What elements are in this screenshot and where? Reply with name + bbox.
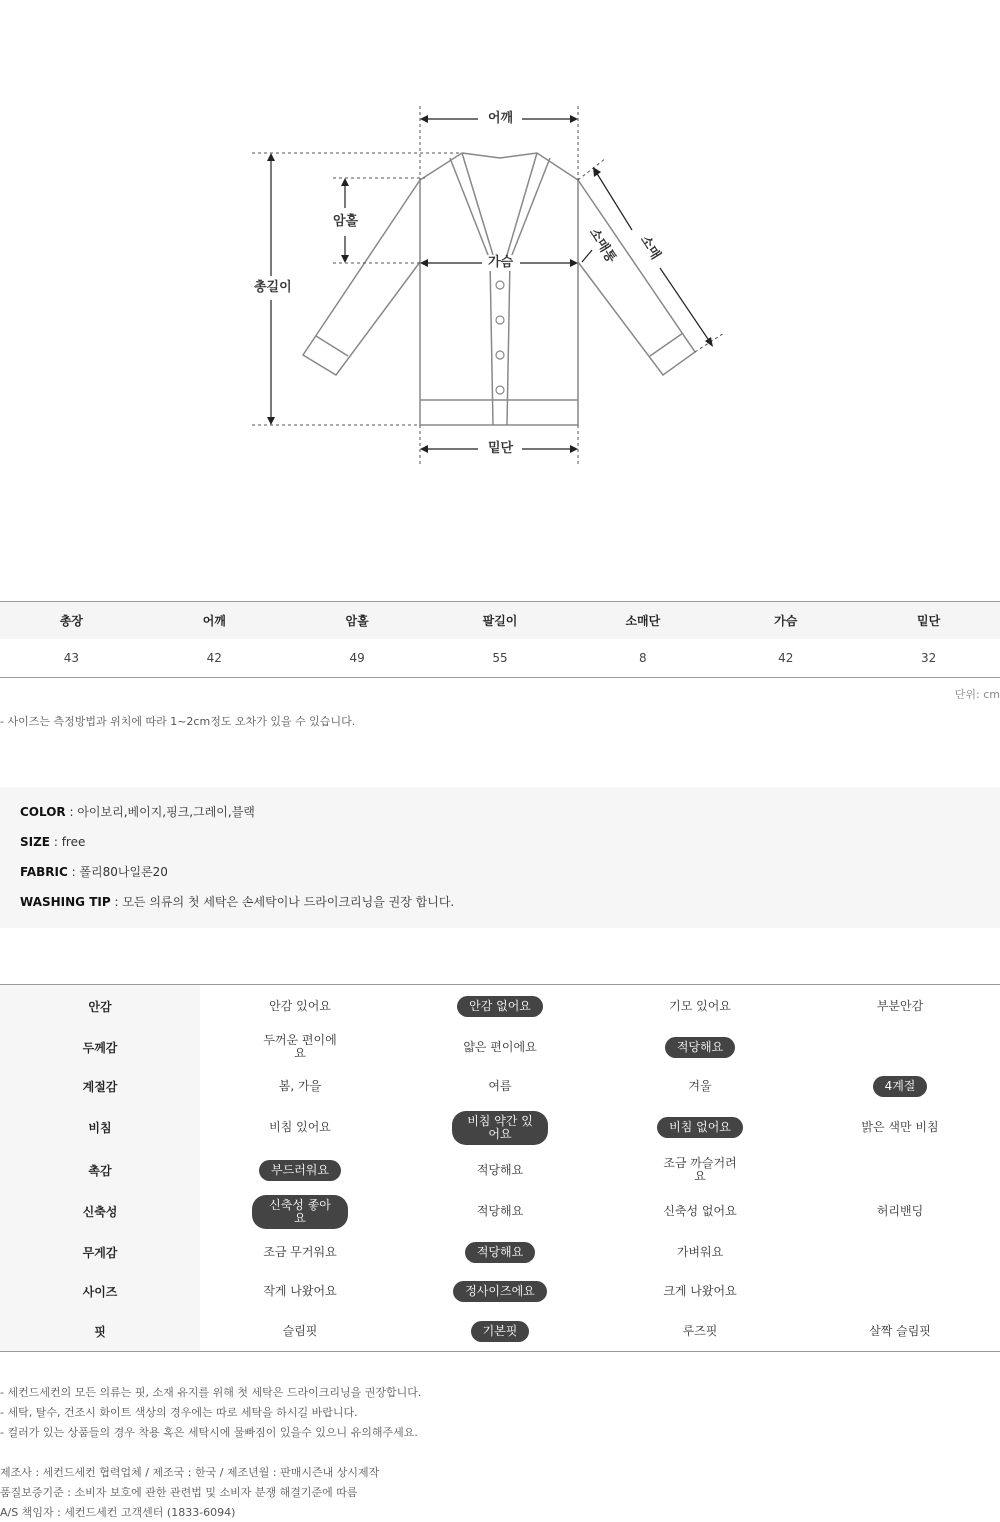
feel-row-label: 계절감: [0, 1067, 200, 1105]
feel-option: 여름: [488, 1078, 512, 1093]
feel-cell: [400, 1038, 600, 1057]
feel-option: 안감 있어요: [269, 998, 331, 1013]
feel-option: 두꺼운 편이에요: [263, 1033, 337, 1060]
feel-option: 부분안감: [876, 998, 924, 1013]
size-value-cell: 42: [778, 651, 794, 665]
size-key: SIZE: [20, 835, 51, 849]
washing-value: : 모든 의류의 첫 세탁은 손세탁이나 드라이크리닝을 권장 합니다.: [110, 895, 455, 909]
fabric-key: FABRIC: [20, 865, 68, 879]
feel-cell: [800, 1322, 1000, 1341]
feel-cell: [600, 1077, 800, 1096]
feel-cell: [200, 1322, 400, 1341]
feel-cell: [200, 1160, 400, 1181]
size-header-cell: 가슴: [774, 614, 798, 628]
feel-option-selected: 4계절: [873, 1076, 928, 1097]
feel-option-selected: 기본핏: [471, 1321, 530, 1342]
feel-cell: [800, 997, 1000, 1016]
feel-option-selected: 정사이즈에요: [453, 1281, 547, 1302]
feel-row: [0, 1150, 1000, 1190]
feel-cell: [400, 1281, 600, 1302]
feel-option-selected: 신축성 좋아요: [252, 1195, 348, 1229]
size-header-cell: 암홀: [345, 614, 369, 628]
size-table: [0, 601, 1000, 678]
feel-option: 작게 나왔어요: [263, 1283, 337, 1298]
feel-cell: [600, 1154, 800, 1186]
feel-cell: [600, 1037, 800, 1058]
feel-cell: [400, 1111, 600, 1145]
care-note: - 컬러가 있는 상품들의 경우 착용 혹은 세탁시에 물빠짐이 있을수 있으니 유의해주세요.: [0, 1426, 418, 1439]
footer-line: A/S 책임자 : 세컨드세컨 고객센터 (1833-6094): [0, 1506, 236, 1519]
feel-cell: [800, 1202, 1000, 1221]
care-note: - 세탁, 탈수, 건조시 화이트 색상의 경우에는 따로 세탁을 하시길 바랍니다.: [0, 1406, 358, 1419]
feel-option: 가벼워요: [676, 1244, 724, 1259]
feel-row: [0, 1027, 1000, 1067]
color-key: COLOR: [20, 805, 66, 819]
feel-cell: [400, 1161, 600, 1180]
size-value-cell: 43: [63, 651, 80, 665]
diagram-label-chest: 가슴: [484, 255, 517, 271]
size-table-header: [0, 602, 1000, 639]
care-notes: [0, 1383, 421, 1443]
feel-row: [0, 1311, 1000, 1351]
size-value-cell: 8: [639, 651, 647, 665]
size-value-cell: 55: [492, 651, 508, 665]
feel-option: 적당해요: [476, 1162, 524, 1177]
feel-option: 비침 있어요: [269, 1120, 331, 1134]
size-value: : free: [50, 835, 86, 849]
feel-option: 봄, 가을: [278, 1078, 322, 1093]
feel-option: 조금 까슬거려요: [663, 1156, 737, 1183]
feel-cell: [200, 997, 400, 1016]
size-value-cell: 49: [349, 651, 365, 665]
diagram-label-cuff: 소매통: [585, 225, 619, 266]
feel-option: 겨울: [688, 1078, 712, 1093]
feel-option: 루즈핏: [682, 1323, 718, 1338]
feel-cell: [800, 1118, 1000, 1137]
feel-option-selected: 안감 없어요: [457, 996, 543, 1017]
feel-row: [0, 1190, 1000, 1233]
feel-row-label: 두께감: [0, 1027, 200, 1067]
manufacturer-info: [0, 1463, 379, 1522]
cardigan-illustration: [0, 0, 1000, 560]
feel-cell: [200, 1118, 400, 1137]
feel-row-label: 사이즈: [0, 1271, 200, 1311]
feel-cell: [200, 1077, 400, 1096]
diagram-label-shoulder: 어깨: [484, 111, 517, 127]
unit-label: 단위: cm: [954, 688, 1000, 701]
size-note: - 사이즈는 측정방법과 위치에 따라 1~2cm정도 오차가 있을 수 있습니다.: [0, 715, 356, 728]
feel-cell: [600, 1202, 800, 1221]
feel-cell: [200, 1282, 400, 1301]
feel-cell: [600, 1243, 800, 1262]
size-value-cell: 42: [206, 651, 222, 665]
feel-row-label: 안감: [0, 985, 200, 1027]
feel-cell: [400, 1077, 600, 1096]
feel-option: 슬림핏: [282, 1323, 318, 1338]
feel-cell: [200, 1195, 400, 1229]
feel-row-label: 핏: [0, 1311, 200, 1351]
size-header-cell: 어깨: [202, 614, 226, 628]
diagram-label-armhole: 암홀: [329, 214, 362, 230]
feel-option-selected: 비침 약간 있어요: [452, 1111, 548, 1145]
footer-line: 품질보증기준 : 소비자 보호에 관한 관련법 및 소비자 분쟁 해결기준에 따름: [0, 1486, 358, 1499]
size-value-cell: 32: [920, 651, 937, 665]
footer-line: 제조사 : 세컨드세컨 협력업체 / 제조국 : 한국 / 제조년월 : 판매시즌내 상시제작: [0, 1466, 380, 1479]
feel-option: 조금 무거워요: [263, 1244, 337, 1259]
feel-option-selected: 비침 없어요: [657, 1117, 743, 1138]
feel-cell: [400, 1242, 600, 1263]
color-info: [20, 804, 980, 834]
size-table-row: [0, 639, 1000, 677]
feel-row: [0, 1105, 1000, 1150]
washing-key: WASHING TIP: [20, 895, 111, 909]
product-info-box: [0, 787, 1000, 928]
feel-cell: [400, 1321, 600, 1342]
feel-cell: [400, 996, 600, 1017]
feel-cell: [400, 1202, 600, 1221]
feel-cell: [600, 997, 800, 1016]
feel-row: [0, 1067, 1000, 1105]
feel-option-selected: 부드러워요: [259, 1160, 341, 1181]
feel-row: [0, 1233, 1000, 1271]
feel-row-label: 신축성: [0, 1190, 200, 1233]
color-value: : 아이보리,베이지,핑크,그레이,블랙: [65, 805, 255, 819]
size-header-cell: 밑단: [916, 614, 941, 628]
feel-row-label: 비침: [0, 1105, 200, 1150]
feel-row-label: 촉감: [0, 1150, 200, 1190]
diagram-label-sleeve: 소매: [636, 233, 664, 263]
feel-row-label: 무게감: [0, 1233, 200, 1271]
feel-option: 밝은 색만 비침: [861, 1120, 939, 1134]
feel-row: [0, 985, 1000, 1027]
diagram-label-total-length: 총길이: [250, 280, 296, 296]
feel-cell: [200, 1243, 400, 1262]
fit-feel-table: [0, 984, 1000, 1352]
feel-option: 얇은 편이에요: [463, 1039, 537, 1054]
feel-option: 신축성 없어요: [663, 1204, 737, 1218]
feel-option: 살짝 슬림핏: [869, 1323, 931, 1338]
feel-option: 크게 나왔어요: [663, 1283, 737, 1298]
feel-option: 허리밴딩: [876, 1204, 924, 1218]
size-header-cell: 팔길이: [482, 614, 518, 628]
washing-info: [20, 894, 980, 924]
fabric-value: : 폴리80나일론20: [67, 865, 168, 879]
feel-cell: [600, 1282, 800, 1301]
size-header-cell: 소매단: [625, 614, 661, 628]
fabric-info: [20, 864, 980, 894]
feel-cell: [800, 1076, 1000, 1097]
feel-option-selected: 적당해요: [665, 1037, 735, 1058]
feel-option: 적당해요: [476, 1204, 524, 1218]
feel-row: [0, 1271, 1000, 1311]
feel-cell: [600, 1117, 800, 1138]
feel-cell: [200, 1031, 400, 1063]
size-info: [20, 834, 980, 864]
feel-option-selected: 적당해요: [465, 1242, 535, 1263]
care-note: - 세컨드세컨의 모든 의류는 핏, 소재 유지를 위해 첫 세탁은 드라이크리닝을 권장합니다.: [0, 1386, 422, 1399]
feel-cell: [600, 1322, 800, 1341]
size-header-cell: 총장: [59, 614, 84, 628]
feel-option: 기모 있어요: [669, 998, 731, 1013]
measurement-diagram: [0, 0, 1000, 560]
diagram-label-hem: 밑단: [484, 441, 517, 457]
